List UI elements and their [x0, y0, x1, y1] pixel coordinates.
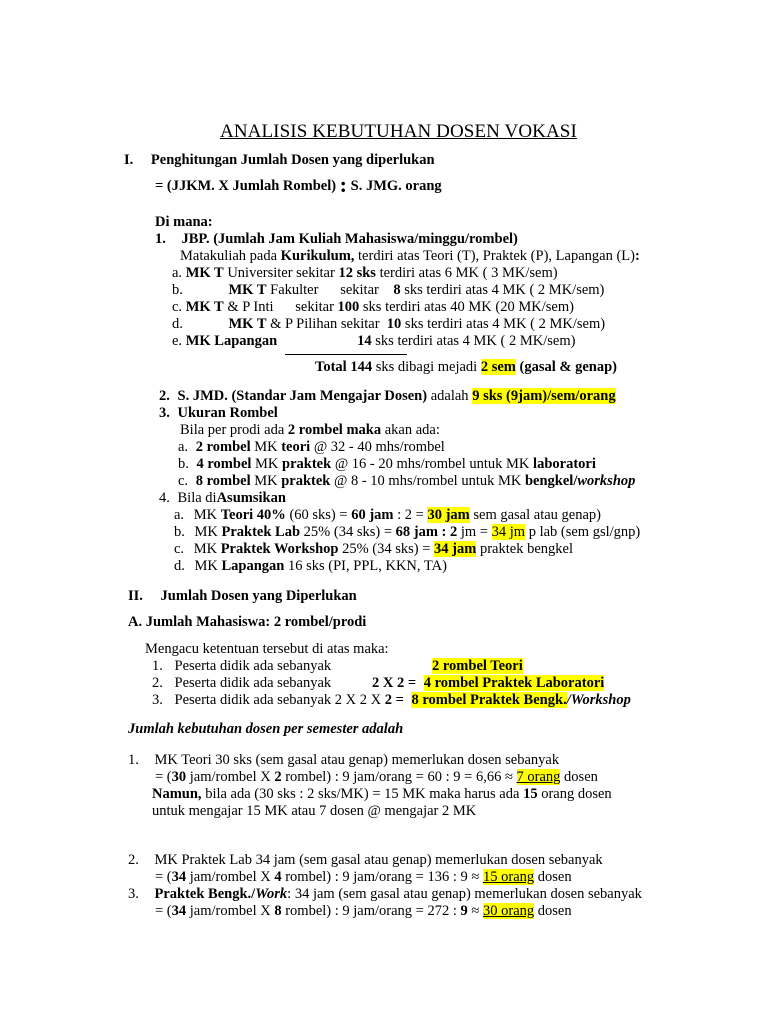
kurikulum-line: Matakuliah pada Kurikulum, terdiri atas Teori (T), Praktek (P), Lapangan (L): — [180, 248, 640, 264]
section-1-heading — [124, 152, 435, 169]
calc-lab-line2: = (34 jam/rombel X 4 rombel) : 9 jam/orang = 136 : 9 ≈ 15 orang dosen — [155, 869, 572, 885]
calc-workshop-line1: 3. Praktek Bengk./Work: 34 jam (sem gasal atau genap) memerlukan dosen sebanyak — [128, 886, 642, 902]
section-2-heading — [128, 588, 357, 605]
mk-item: e. MK Lapangan 14 sks terdiri atas 4 MK ( 2 MK/sem) — [172, 333, 576, 349]
ukuran-rombel-heading: 3. Ukuran Rombel — [159, 405, 278, 421]
mk-item: b. MK T Fakulter sekitar 8 sks terdiri atas 4 MK ( 2 MK/sem) — [172, 282, 605, 298]
mk-item: c. MK T & P Inti sekitar 100 sks terdiri atas 40 MK (20 MK/sem) — [172, 299, 574, 315]
jbp-line — [155, 231, 518, 248]
calc-lab-line1: 2. MK Praktek Lab 34 jam (sem gasal atau genap) memerlukan dosen sebanyak — [128, 852, 603, 868]
asumsi-item: d. MK Lapangan 16 sks (PI, PPL, KKN, TA) — [174, 558, 447, 574]
rombel-item: b. 4 rombel MK praktek @ 16 - 20 mhs/rombel untuk MK laboratori — [178, 456, 596, 472]
jbp-number: 1. — [155, 231, 166, 247]
peserta-item: 2. Peserta didik ada sebanyak — [152, 675, 332, 691]
mk-item: d. MK T & P Pilihan sekitar 10 sks terdiri atas 4 MK ( 2 MK/sem) — [172, 316, 606, 332]
asumsi-item: b. MK Praktek Lab 25% (34 sks) = 68 jam : 2 jm = 34 jm p lab (sem gsl/gnp) — [174, 524, 641, 540]
total-line: Total 144 sks dibagi mejadi 2 sem (gasal & genap) — [315, 359, 617, 375]
peserta-item: 3. Peserta didik ada sebanyak 2 X 2 X 2 = 8 rombel Praktek Bengk./Workshop — [152, 692, 631, 708]
peserta-item: 1. Peserta didik ada sebanyak — [152, 658, 332, 674]
jmd-line: 2. S. JMD. (Standar Jam Mengajar Dosen) adalah 9 sks (9jam)/sem/orang — [159, 388, 616, 404]
jbp-text: JBP. (Jumlah Jam Kuliah Mahasiswa/minggu/rombel) — [181, 231, 518, 247]
rombel-item: c. 8 rombel MK praktek @ 8 - 10 mhs/rombel untuk MK bengkel/workshop — [178, 473, 636, 489]
formula-left: = (JJKM. X Jumlah Rombel) — [155, 178, 337, 194]
formula-line — [155, 172, 442, 197]
asumsi-item: c. MK Praktek Workshop 25% (34 sks) = 34 jam praktek bengkel — [174, 541, 573, 557]
calc-teori-line1: 1. MK Teori 30 sks (sem gasal atau genap) memerlukan dosen sebanyak — [128, 752, 560, 768]
section-1-number: I. — [124, 152, 134, 168]
bila-line: Bila per prodi ada 2 rombel maka akan ada: — [180, 422, 440, 438]
dimana-label: Di mana: — [155, 214, 213, 230]
formula-right: S. JMG. orang — [350, 178, 442, 194]
page-title: ANALISIS KEBUTUHAN DOSEN VOKASI — [220, 121, 577, 142]
kebutuhan-heading: Jumlah kebutuhan dosen per semester adalah — [128, 721, 404, 737]
total-rule — [285, 354, 407, 355]
asumsi-item: a. MK Teori 40% (60 sks) = 60 jam : 2 = 30 jam sem gasal atau genap) — [174, 507, 602, 523]
calc-workshop-line2: = (34 jam/rombel X 8 rombel) : 9 jam/orang = 272 : 9 ≈ 30 orang dosen — [155, 903, 572, 919]
calc-teori-line4: untuk mengajar 15 MK atau 7 dosen @ mengajar 2 MK — [152, 803, 477, 819]
section-1-title: Penghitungan Jumlah Dosen yang diperlukan — [150, 152, 435, 168]
asumsi-heading: 4. Bila diAsumsikan — [159, 490, 286, 506]
formula-colon: : — [339, 172, 347, 197]
section-2-number: II. — [128, 588, 143, 604]
calc-teori-line3: Namun, bila ada (30 sks : 2 sks/MK) = 15 MK maka harus ada 15 orang dosen — [152, 786, 612, 802]
peserta-result: 2 rombel Teori — [432, 658, 523, 674]
jumlah-mahasiswa-heading: A. Jumlah Mahasiswa: 2 rombel/prodi — [128, 614, 367, 630]
calc-teori-line2: = (30 jam/rombel X 2 rombel) : 9 jam/orang = 60 : 9 = 6,66 ≈ 7 orang dosen — [155, 769, 598, 785]
mengacu-line: Mengacu ketentuan tersebut di atas maka: — [145, 641, 389, 657]
rombel-item: a. 2 rombel MK teori @ 32 - 40 mhs/rombel — [178, 439, 445, 455]
mk-item: a. MK T Universiter sekitar 12 sks terdiri atas 6 MK ( 3 MK/sem) — [172, 265, 558, 281]
peserta-result: 2 X 2 = 4 rombel Praktek Laboratori — [372, 675, 605, 691]
section-2-title: Jumlah Dosen yang Diperlukan — [160, 588, 357, 604]
